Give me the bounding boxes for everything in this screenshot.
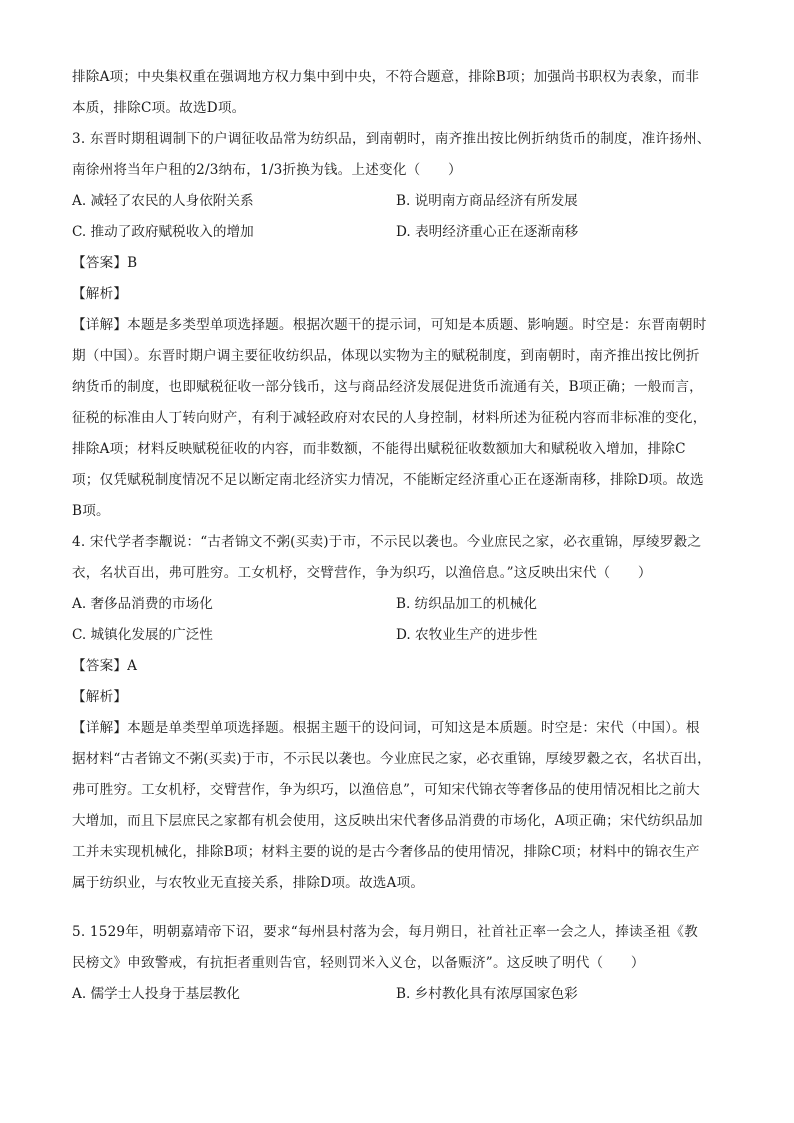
question-stem: 5. 1529年，明朝嘉靖帝下诏，要求“每州县村落为会，每月朔日，社首社正率一会之人，捧读圣祖《教 <box>72 924 698 940</box>
question-stem: 南徐州将当年户租的2/3纳布，1/3折换为钱。上述变化（ ） <box>72 162 462 178</box>
options-row <box>72 589 724 620</box>
option-b: B. 纺织品加工的机械化 <box>396 596 537 612</box>
intro-line: 本质，排除C项。故选D项。 <box>72 100 246 116</box>
document-page <box>72 62 724 1010</box>
option-a: A. 减轻了农民的人身依附关系 <box>72 193 254 209</box>
options-row <box>72 217 724 248</box>
option-d: D. 表明经济重心正在逐渐南移 <box>396 224 579 240</box>
detail-line: 工并未实现机械化，排除B项；材料主要的说的是古今奢侈品的使用情况，排除C项；材料中的锦衣生产 <box>72 844 700 860</box>
analysis-label: 【解析】 <box>72 286 128 302</box>
question-5 <box>72 917 724 1010</box>
option-b: B. 乡村教化具有浓厚国家色彩 <box>396 986 578 1002</box>
question-4 <box>72 527 724 899</box>
option-b: B. 说明南方商品经济有所发展 <box>396 193 578 209</box>
answer-label: 【答案】B <box>72 255 138 271</box>
option-c: C. 推动了政府赋税收入的增加 <box>72 224 254 240</box>
question-stem: 衣，名状百出，弗可胜穷。工女机杼，交臂营作，争为织巧，以渔倍息。”这反映出宋代（ ） <box>72 565 652 581</box>
detail-line: 大增加，而且下层庶民之家都有机会使用，这反映出宋代奢侈品消费的市场化，A项正确；宋代纺织品加 <box>72 813 703 829</box>
detail-line: 征税的标准由人丁转向财产，有利于减轻政府对农民的人身控制，材料所述为征税内容而非标准的变化， <box>72 410 707 426</box>
detail-line: 纳货币的制度，也即赋税征收一部分钱币，这与商品经济发展促进货币流通有关，B项正确；一般而言， <box>72 379 703 395</box>
analysis-label: 【解析】 <box>72 689 128 705</box>
section-gap <box>72 899 724 917</box>
option-d: D. 农牧业生产的进步性 <box>396 627 538 643</box>
detail-line: 排除A项；材料反映赋税征收的内容，而非数额，不能得出赋税征收数额加大和赋税收入增加，排除C <box>72 441 686 457</box>
detail-line: 【详解】本题是多类型单项选择题。根据次题干的提示词，可知是本质题、影响题。时空是：东晋南朝时 <box>72 317 707 333</box>
question-stem: 4. 宋代学者李觏说：“古者锦文不粥(买卖)于市，不示民以袭也。今业庶民之家，必衣重锦，厚绫罗縠之 <box>72 534 702 550</box>
question-stem: 民榜文》申致警戒，有抗拒者重则告官，轻则罚米入义仓，以备赈济”。这反映了明代（ ） <box>72 955 645 971</box>
question-stem: 3. 东晋时期租调制下的户调征收品常为纺织品，到南朝时，南齐推出按比例折纳货币的制度，准许扬州、 <box>72 131 711 147</box>
answer-label: 【答案】A <box>72 658 138 674</box>
option-a: A. 奢侈品消费的市场化 <box>72 596 213 612</box>
detail-line: 据材料“古者锦文不粥(买卖)于市，不示民以袭也。今业庶民之家，必衣重锦，厚绫罗縠之衣，名状百出， <box>72 751 711 767</box>
options-row <box>72 620 724 651</box>
options-row <box>72 186 724 217</box>
detail-line: 项；仅凭赋税制度情况不足以断定南北经济实力情况，不能断定经济重心正在逐渐南移，排除D项。故选 <box>72 472 704 488</box>
detail-line: 【详解】本题是单类型单项选择题。根据主题干的设问词，可知这是本质题。时空是：宋代（中国）。根 <box>72 720 700 736</box>
intro-line: 排除A项；中央集权重在强调地方权力集中到中央，不符合题意，排除B项；加强尚书职权为表象，而非 <box>72 69 700 85</box>
option-a: A. 儒学士人投身于基层教化 <box>72 986 240 1002</box>
option-c: C. 城镇化发展的广泛性 <box>72 627 213 643</box>
detail-line: B项。 <box>72 503 110 519</box>
question-3 <box>72 124 724 527</box>
options-row <box>72 979 724 1010</box>
detail-line: 弗可胜穷。工女机杼，交臂营作，争为织巧，以渔倍息”，可知宋代锦衣等奢侈品的使用情况相比之前大 <box>72 782 700 798</box>
detail-line: 期（中国）。东晋时期户调主要征收纺织品，体现以实物为主的赋税制度，到南朝时，南齐推出按比例折 <box>72 348 700 364</box>
detail-line: 属于纺织业，与农牧业无直接关系，排除D项。故选A项。 <box>72 875 425 891</box>
